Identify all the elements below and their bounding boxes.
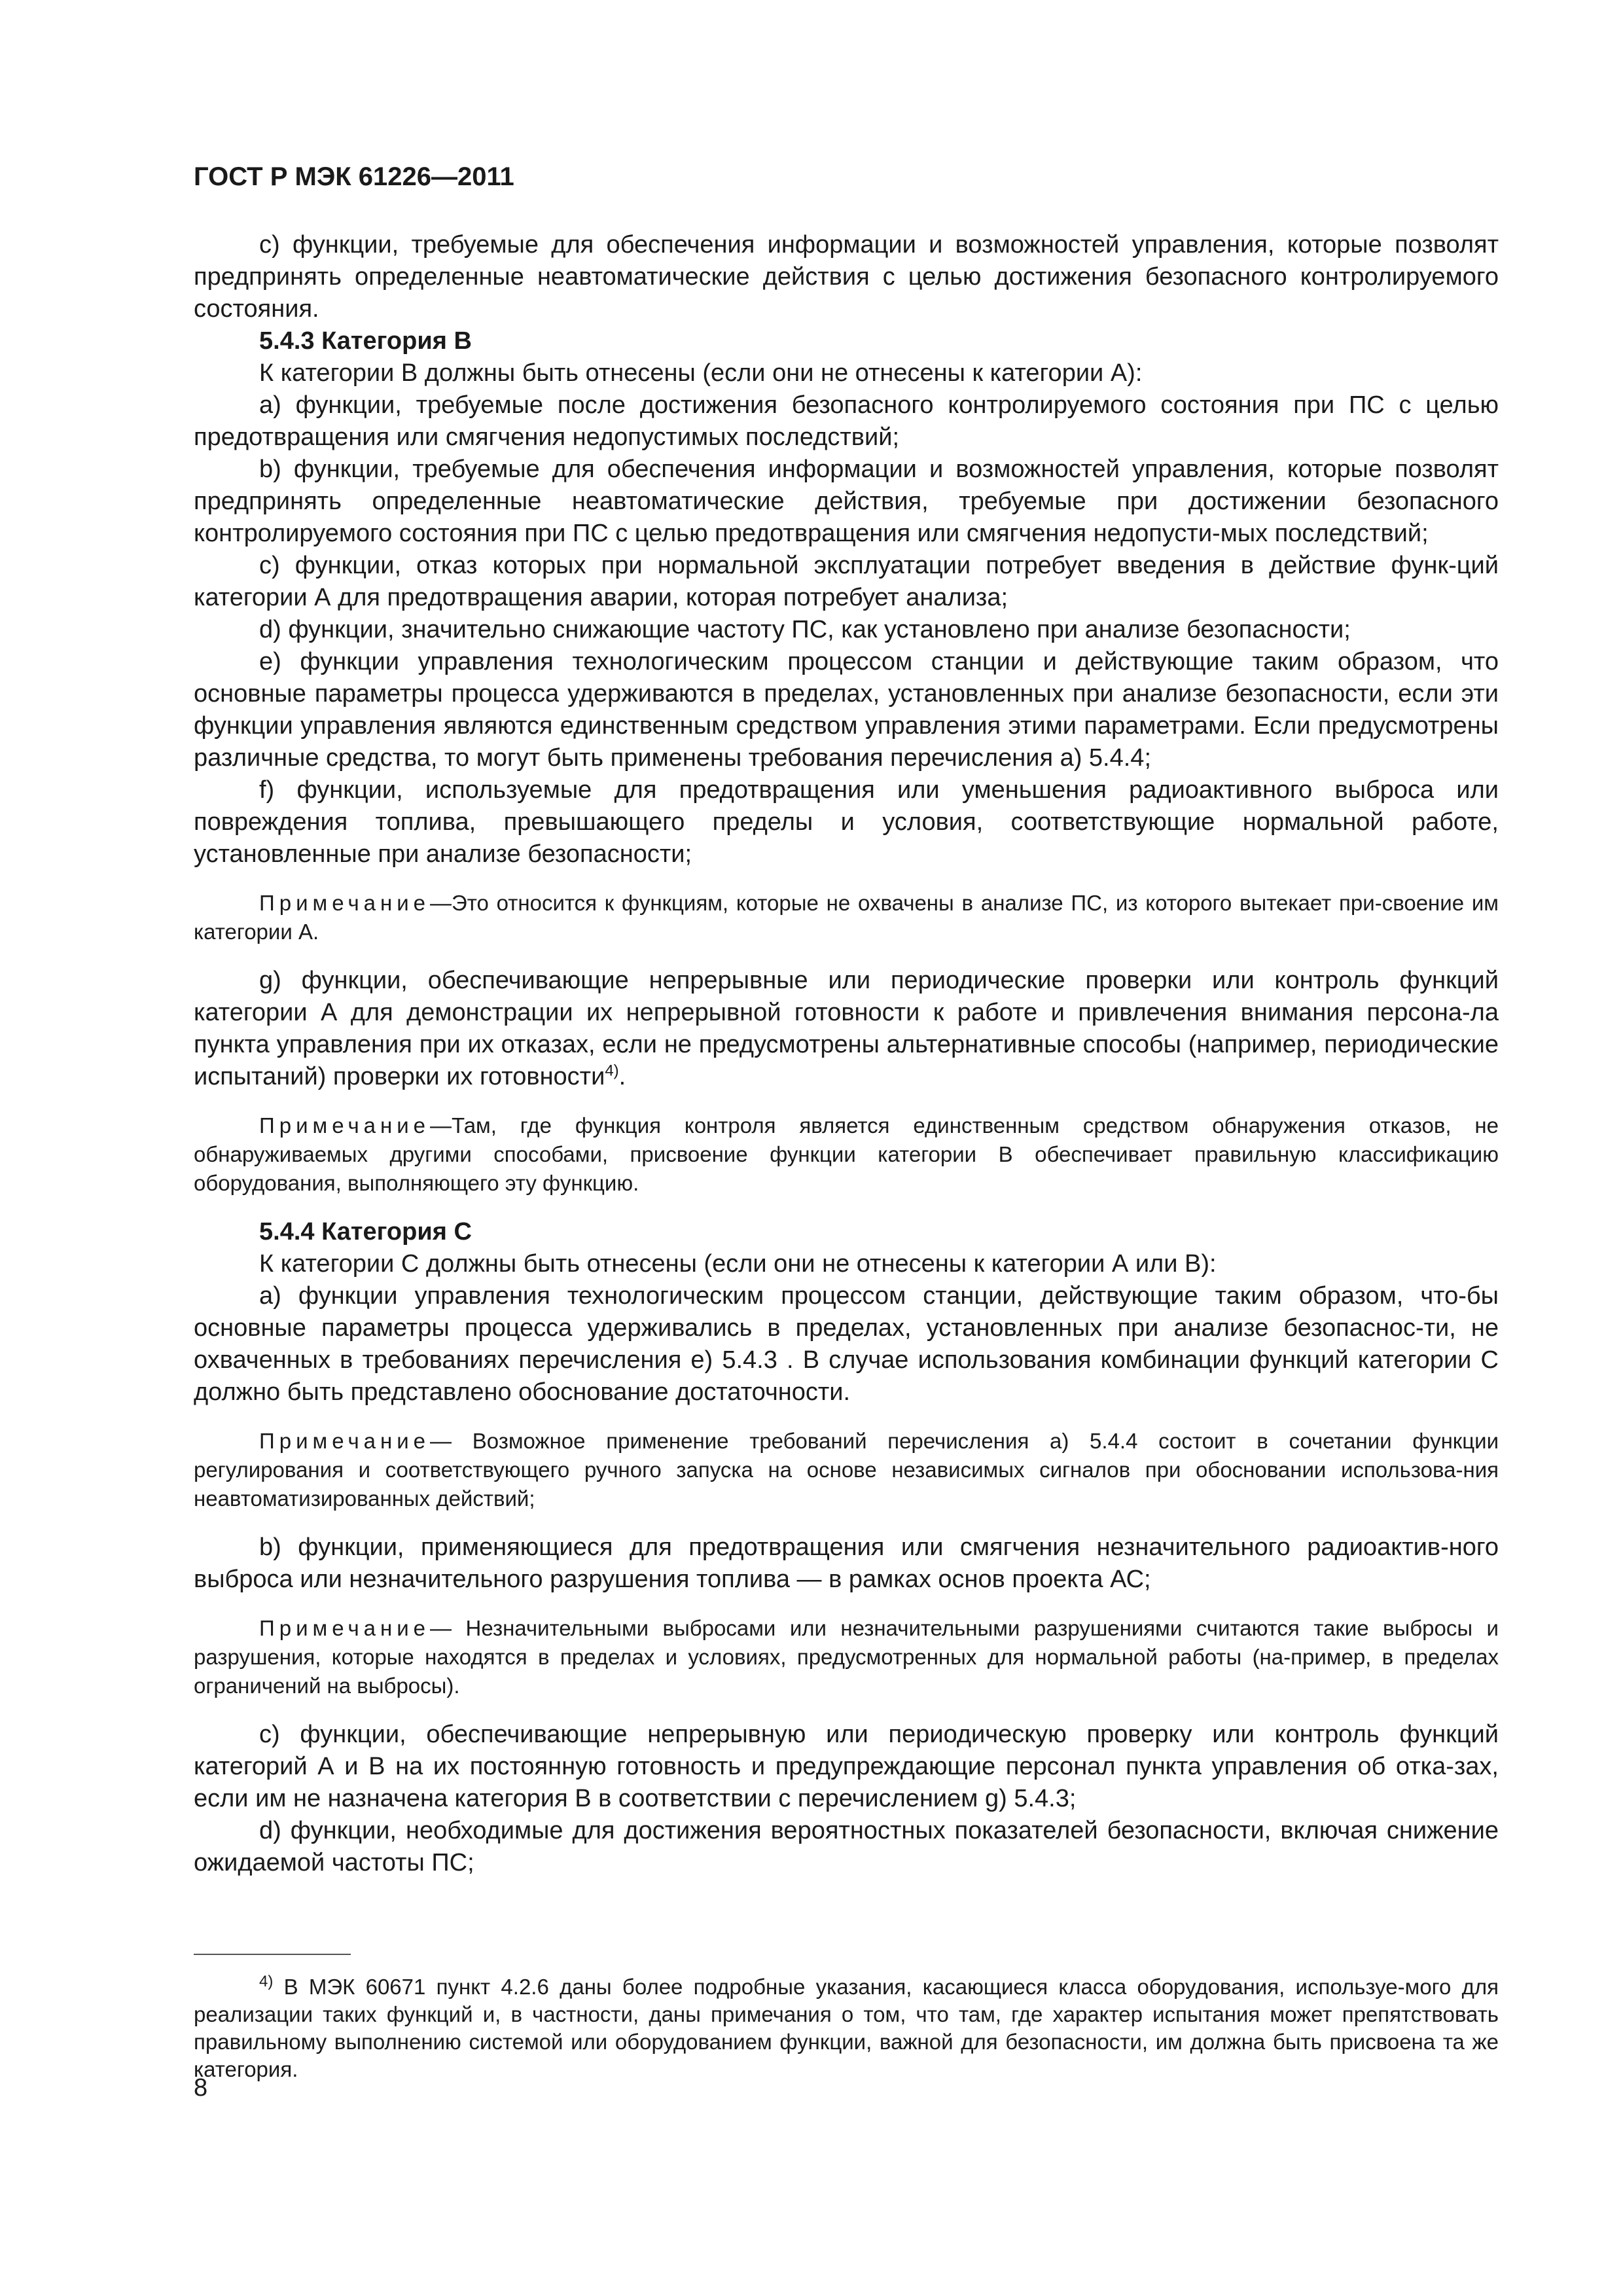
- note: [194, 1111, 1499, 1198]
- note-text: — Незначительными выбросами или незначительными разрушениями считаются такие выбросы и разрушения, которые находятся в пределах и условиях, предусмотренных для нормальной работы (на-пример, в пределах ограничений на выбросы).: [194, 1616, 1499, 1698]
- paragraph: с) функции, требуемые для обеспечения информации и возможностей управления, которые позволят предпринять определенные неавтоматические действия с целью достижения безопасного контролируемого состояния.: [194, 231, 1499, 323]
- list-item: [194, 965, 1499, 1093]
- footnote-divider: [194, 1954, 351, 1955]
- footnote-reference[interactable]: 4): [605, 1062, 619, 1080]
- document-header: ГОСТ Р МЭК 61226—2011: [194, 162, 514, 191]
- list-item: f) функции, используемые для предотвращения или уменьшения радиоактивного выброса или повреждения топлива, превышающего пределы и условия, соответствующие нормальной работе, установленные при анализе безопасности;: [194, 776, 1499, 868]
- footnote: [194, 1973, 1499, 2083]
- note-label: Примечание: [259, 1429, 431, 1453]
- list-item-end: .: [618, 1063, 626, 1090]
- document-body: [194, 229, 1499, 1879]
- paragraph: К категории С должны быть отнесены (если они не отнесены к категории А или В):: [259, 1250, 1217, 1278]
- paragraph: К категории В должны быть отнесены (если они не отнесены к категории А):: [259, 359, 1143, 387]
- list-item: с) функции, обеспечивающие непрерывную или периодическую проверку или контроль функций категорий А и В на их постоянную готовность и предупреждающие персонал пункта управления об отка-зах, если им не назначена категория В в соответствии с перечислением g) 5.4.3;: [194, 1721, 1499, 1812]
- note-label: Примечание: [259, 1616, 431, 1640]
- note-text: — Возможное применение требований перечисления а) 5.4.4 состоит в сочетании функции регулирования и соответствующего ручного запуска на основе независимых сигналов при обосновании использова-ния неавтоматизированных действий;: [194, 1429, 1499, 1511]
- note: [194, 1427, 1499, 1513]
- page-number: 8: [194, 2074, 208, 2102]
- footnote-text: В МЭК 60671 пункт 4.2.6 даны более подробные указания, касающиеся класса оборудования, используе-мого для реализации таких функций и, в частности, даны примечания о том, что там, где характер испытания может препятствовать правильному выполнению системой или оборудованием функции, важной для безопасности, им должна быть присвоена та же категория.: [194, 1975, 1499, 2081]
- list-item: е) функции управления технологическим процессом станции и действующие таким образом, что основные параметры процесса удерживаются в пределах, установленных при анализе безопасности, если эти функции управления являются единственным средством управления этими параметрами. Если предусмотрены различные средства, то могут быть применены требования перечисления а) 5.4.4;: [194, 648, 1499, 772]
- footnote-marker: 4): [259, 1973, 274, 1990]
- list-item: а) функции, требуемые после достижения безопасного контролируемого состояния при ПС с целью предотвращения или смягчения недопустимых последствий;: [194, 391, 1499, 451]
- note-text: —Это относится к функциям, которые не охвачены в анализе ПС, из которого вытекает при-своение им категории А.: [194, 891, 1499, 944]
- list-item: а) функции управления технологическим процессом станции, действующие таким образом, что-бы основные параметры процесса удерживались в пределах, установленных при анализе безопаснос-ти, не охваченных в требованиях перечисления е) 5.4.3 . В случае использования комбинации функций категории С должно быть представлено обоснование достаточности.: [194, 1282, 1499, 1406]
- list-item: b) функции, требуемые для обеспечения информации и возможностей управления, которые позволят предпринять определенные неавтоматические действия, требуемые при достижении безопасного контролируемого состояния при ПС с целью предотвращения или смягчения недопусти-мых последствий;: [194, 456, 1499, 547]
- note-text: —Там, где функция контроля является единственным средством обнаружения отказов, не обнаруживаемых другими способами, присвоение функции категории В обеспечивает правильную классификацию оборудования, выполняющего эту функцию.: [194, 1113, 1499, 1195]
- list-item: с) функции, отказ которых при нормальной эксплуатации потребует введения в действие функ-ций категории А для предотвращения аварии, которая потребует анализа;: [194, 552, 1499, 611]
- note: [194, 1614, 1499, 1700]
- note-label: Примечание: [259, 891, 431, 915]
- list-item: b) функции, применяющиеся для предотвращения или смягчения незначительного радиоактив-ного выброса или незначительного разрушения топлива — в рамках основ проекта АС;: [194, 1534, 1499, 1593]
- note: [194, 889, 1499, 946]
- section-heading-5-4-4: 5.4.4 Категория С: [259, 1218, 472, 1246]
- note-label: Примечание: [259, 1113, 431, 1138]
- list-item: d) функции, значительно снижающие частоту ПС, как установлено при анализе безопасности;: [259, 616, 1351, 643]
- list-item: d) функции, необходимые для достижения вероятностных показателей безопасности, включая снижение ожидаемой частоты ПС;: [194, 1817, 1499, 1876]
- list-item-text: g) функции, обеспечивающие непрерывные или периодические проверки или контроль функций категории А для демонстрации их непрерывной готовности к работе и привлечения внимания персона-ла пункта управления при их отказах, если не предусмотрены альтернативные способы (например, периодические испытаний) проверки их готовности: [194, 967, 1499, 1090]
- section-heading-5-4-3: 5.4.3 Категория В: [259, 327, 472, 355]
